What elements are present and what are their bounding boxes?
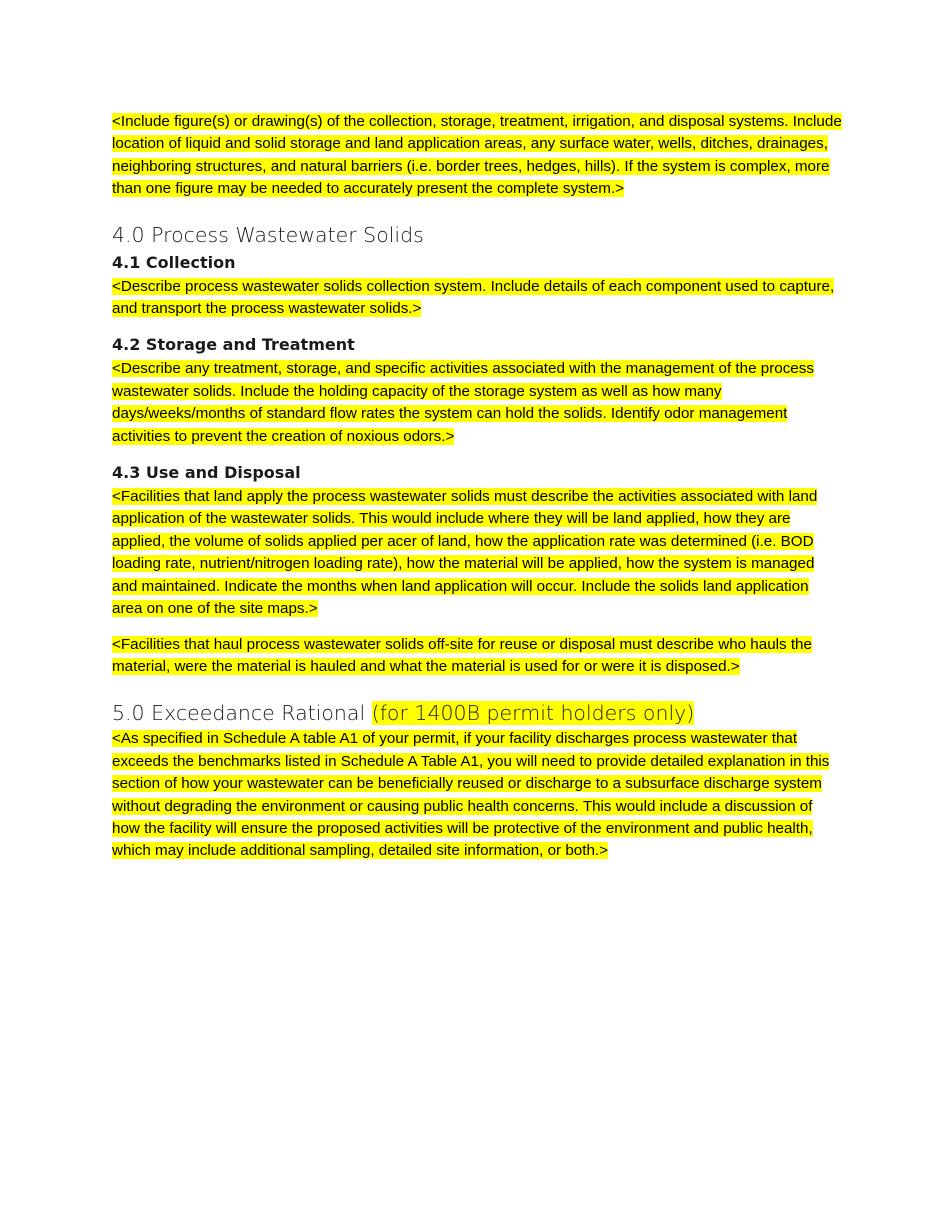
section-5-paragraph	[112, 728, 842, 862]
section-5-heading-title: 5.0 Exceedance Rational	[112, 701, 366, 726]
section-4-2-heading: 4.2 Storage and Treatment	[112, 335, 355, 355]
section-4-2-paragraph	[112, 358, 842, 448]
section-4-2-text: <Describe any treatment, storage, and specific activities associated with the management of the process wastewater solids. Include the holding capacity of the storage system as well as how many days/weeks/months of standard flow rates the system can hold the solids. Identify odor management activities to prevent the creation of noxious odors.>	[112, 360, 814, 445]
section-4-3-paragraph-1	[112, 486, 842, 620]
section-4-1-heading: 4.1 Collection	[112, 252, 236, 272]
figure-instructions-text: <Include figure(s) or drawing(s) of the collection, storage, treatment, irrigation, and disposal systems. Include location of liquid and solid storage and land application areas, any surface water, wells, ditches, drainages, neighboring structures, and natural barriers (i.e. border trees, hedges, hills). If the system is complex, more than one figure may be needed to accurately present the complete system.>	[112, 113, 842, 198]
document-body	[112, 111, 842, 863]
figure-instructions	[112, 111, 842, 201]
section-5-heading-note: (for 1400B permit holders only)	[371, 701, 695, 726]
section-4-3-text-1: <Facilities that land apply the process wastewater solids must describe the activities associated with land application of the wastewater solids. This would include where they will be land applied, how they are applied, the volume of solids applied per acer of land, how the application rate was determined (i.e. BOD loading rate, nutrient/nitrogen loading rate), how the material will be applied, how the system is managed and maintained. Indicate the months when land application will occur. Include the solids land application area on one of the site maps.>	[112, 488, 818, 618]
section-4-3-paragraph-2	[112, 634, 842, 679]
section-4-3-text-2: <Facilities that haul process wastewater solids off-site for reuse or disposal must describe who hauls the material, were the material is hauled and what the material is used for or were it is disposed.>	[112, 635, 812, 675]
section-4-3-heading: 4.3 Use and Disposal	[112, 463, 301, 483]
section-5-heading	[112, 699, 842, 727]
section-5-text: <As specified in Schedule A table A1 of your permit, if your facility discharges process wastewater that exceeds the benchmarks listed in Schedule A Table A1, you will need to provide detailed explanation in this section of how your wastewater can be beneficially reused or discharge to a subsurface discharge system without degrading the environment or causing public health concerns. This would include a discussion of how the facility will ensure the proposed activities will be protective of the environment and public health, which may include additional sampling, detailed site information, or both.>	[112, 730, 830, 860]
section-4-1-paragraph	[112, 276, 842, 321]
section-4-heading: 4.0 Process Wastewater Solids	[112, 222, 424, 247]
section-4-1-text: <Describe process wastewater solids collection system. Include details of each component used to capture, and transport the process wastewater solids.>	[112, 277, 835, 318]
